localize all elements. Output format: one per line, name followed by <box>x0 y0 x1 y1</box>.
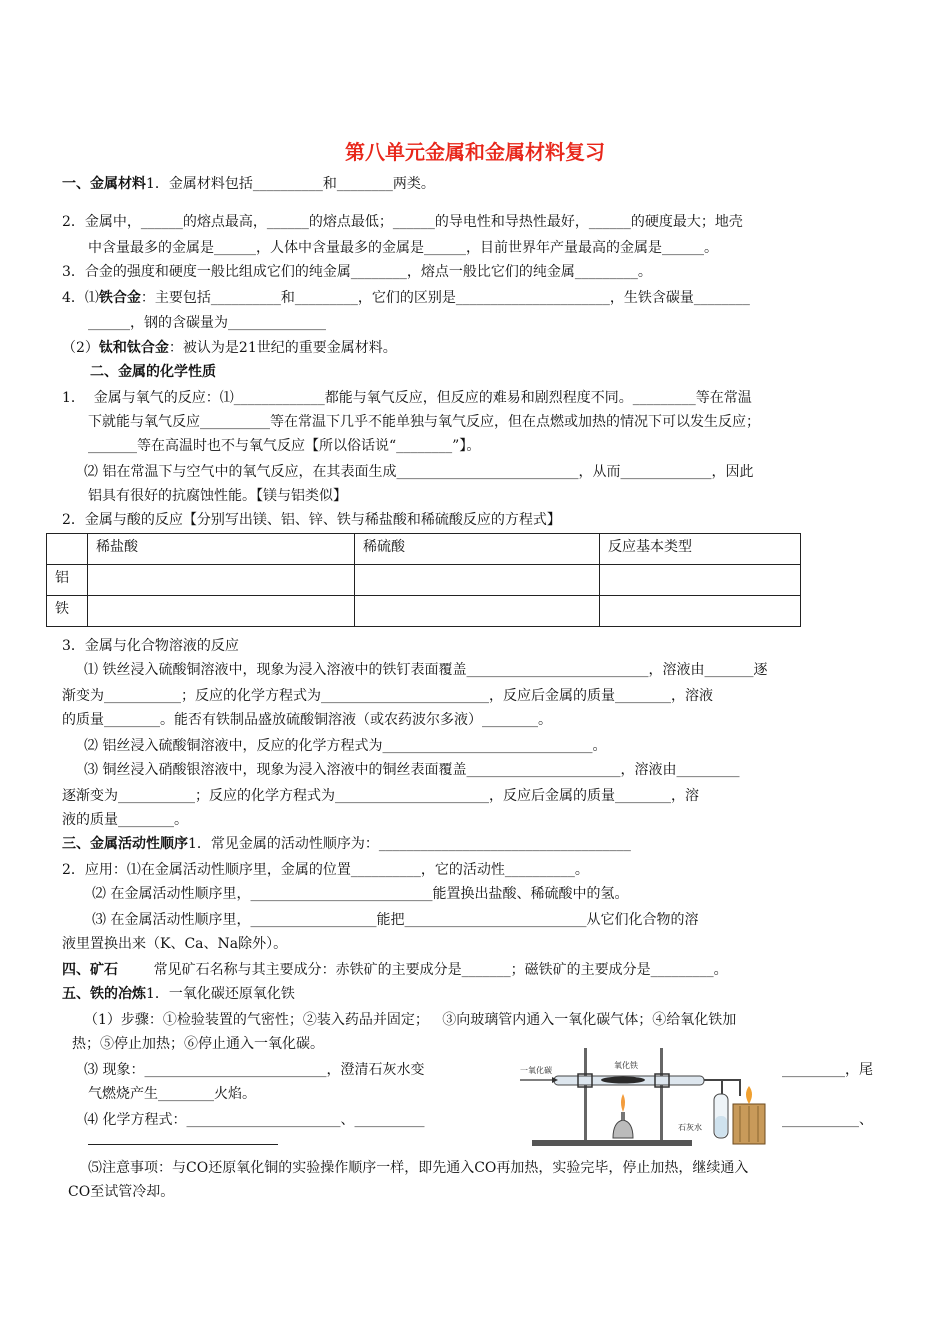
s2-line-2b: 铝具有很好的抗腐蚀性能。【镁与铝类似】 <box>88 488 347 504</box>
s2-line-5c: 的质量________。能否有铁制品盛放硫酸铜溶液（或农药波尔多液）________。 <box>62 712 552 728</box>
page-title: 第八单元金属和金属材料复习 <box>345 140 605 164</box>
s2-line-6: ⑵ 铝丝浸入硫酸铜溶液中，反应的化学方程式为______________________________。 <box>84 738 607 754</box>
section-2-heading: 二、金属的化学性质 <box>90 364 216 380</box>
s2-line-5a: ⑴ 铁丝浸入硫酸铜溶液中，现象为浸入溶液中的铁钉表面覆盖__________________________，溶液由_______逐 <box>84 662 768 678</box>
s2-line-1b: 下就能与氧气反应__________等在常温下几乎不能单独与氧气反应，但在点燃或加热的情况下可以发生反应； <box>88 414 760 430</box>
s5-line-3a: ⑶ 现象：__________________________，澄清石灰水变 <box>84 1062 425 1078</box>
s5-line-2a: （1）步骤：①检验装置的气密性；②装入药品并固定； ③向玻璃管内通入一氧化碳气体；④给氧化铁加 <box>84 1012 737 1028</box>
s1-line-4a-text: ：主要包括__________和_________，它们的区别是______________________，生铁含碳量________ <box>140 290 750 306</box>
s1-line-2a: 2．金属中，______的熔点最高，______的熔点最低；______的导电性和导热性最好，______的硬度最大；地壳 <box>62 214 743 230</box>
s3-line-4a: ⑶ 在金属活动性顺序里，__________________能把__________________________从它们化合物的溶 <box>92 912 699 928</box>
s1-line-4b: ______，钢的含碳量为______________ <box>88 315 326 331</box>
table-header-cell: 稀盐酸 <box>88 534 355 565</box>
iron-stand-right <box>660 1048 663 1140</box>
table-cell[interactable] <box>600 596 801 627</box>
s1-line-5 <box>62 340 397 356</box>
section-1-text: 1．金属材料包括__________和________两类。 <box>146 176 435 192</box>
s5-line-4a: ⑷ 化学方程式：______________________、__________ <box>84 1112 425 1128</box>
s2-line-7a: ⑶ 铜丝浸入硝酸银溶液中，现象为浸入溶液中的铜丝表面覆盖______________________，溶液由_________ <box>84 762 740 778</box>
table-row <box>47 596 801 627</box>
s3-line-3: ⑵ 在金属活动性顺序里，__________________________能置换出盐酸、稀硫酸中的氢。 <box>92 886 629 902</box>
s5-line-3a-right: _________，尾 <box>782 1062 873 1078</box>
s4-line-1-text: 常见矿石名称与其主要成分：赤铁矿的主要成分是_______；磁铁矿的主要成分是_________。 <box>153 962 728 978</box>
section-4-heading: 四、矿石 <box>62 962 118 978</box>
table-cell[interactable] <box>88 565 355 596</box>
table-row-label: 铝 <box>47 565 88 596</box>
s1-line-5-prefix: （2） <box>62 340 99 356</box>
s2-line-1c: _______等在高温时也不与氧气反应【所以俗话说“________”】。 <box>88 438 481 454</box>
table-header-cell <box>47 534 88 565</box>
table-header-cell: 稀硫酸 <box>355 534 600 565</box>
s5-line-1-text: 1．一氧化碳还原氧化铁 <box>146 986 295 1002</box>
limewater-label: 石灰水 <box>678 1123 702 1132</box>
s3-line-1 <box>62 836 631 852</box>
s3-line-1-text: 1．常见金属的活动性顺序为：____________________________________ <box>188 836 631 852</box>
s1-line-3: 3．合金的强度和硬度一般比组成它们的纯金属________，熔点一般比它们的纯金属_________。 <box>62 264 652 280</box>
s2-line-3: 2．金属与酸的反应【分别写出镁、铝、锌、铁与稀盐酸和稀硫酸反应的方程式】 <box>62 512 561 528</box>
s5-line-5a: ⑸注意事项：与CO还原氧化铜的实验操作顺序一样，即先通入CO再加热，实验完毕，停止加热，继续通入 <box>88 1160 749 1176</box>
s1-iron-alloy-label: 铁合金 <box>98 290 141 306</box>
iron-oxide-label: 氧化铁 <box>614 1061 638 1070</box>
s5-line-5b: CO至试管冷却。 <box>68 1184 175 1200</box>
table-cell[interactable] <box>355 596 600 627</box>
s1-line-4a-prefix: 4．⑴ <box>62 290 99 306</box>
lamp-wick <box>621 1112 625 1120</box>
section-5-heading: 五、铁的冶炼 <box>62 986 146 1002</box>
s2-line-4: 3．金属与化合物溶液的反应 <box>62 638 239 654</box>
s3-line-2: 2．应用：⑴在金属活动性顺序里，金属的位置__________，它的活动性__________。 <box>62 862 589 878</box>
s5-line-3b: 气燃烧产生________火焰。 <box>88 1086 256 1102</box>
s5-line-4a-right: ___________、 <box>782 1112 873 1128</box>
s1-line-2b: 中含量最多的金属是______，人体中含量最多的金属是______，目前世界年产量最高的金属是______。 <box>88 240 718 256</box>
table-header-row <box>47 534 801 565</box>
table-row <box>47 565 801 596</box>
table-cell[interactable] <box>600 565 801 596</box>
co-label: 一氧化碳 <box>520 1066 552 1075</box>
s1-line-5-text: ：被认为是21世纪的重要金属材料。 <box>168 340 397 356</box>
table-cell[interactable] <box>88 596 355 627</box>
co-reduction-apparatus-figure <box>518 1046 780 1150</box>
iron-oxide-powder <box>601 1077 645 1084</box>
s4-line-1 <box>62 962 728 978</box>
iron-stand-left <box>584 1048 587 1140</box>
s3-line-4b: 液里置换出来（K、Ca、Na除外）。 <box>62 936 288 952</box>
table-cell[interactable] <box>355 565 600 596</box>
table-row-label: 铁 <box>47 596 88 627</box>
s2-line-7c: 液的质量________。 <box>62 812 188 828</box>
section-3-heading: 三、金属活动性顺序 <box>62 836 188 852</box>
s5-line-1 <box>62 986 295 1002</box>
s1-line-4a <box>62 290 750 306</box>
acid-reaction-table <box>46 533 801 627</box>
s2-line-5b: 渐变为___________；反应的化学方程式为________________________，反应后金属的质量________，溶液 <box>62 688 713 704</box>
s2-line-7b: 逐渐变为___________；反应的化学方程式为______________________，反应后金属的质量________，溶 <box>62 788 699 804</box>
answer-blank-line <box>88 1144 278 1145</box>
s1-titanium-label: 钛和钛合金 <box>98 340 169 356</box>
s5-line-2b: 热；⑤停止加热；⑥停止通入一氧化碳。 <box>72 1036 324 1052</box>
s2-line-1a: 1． 金属与氧气的反应：⑴_____________都能与氧气反应，但反应的难易和剧烈程度不同。_________等在常温 <box>62 390 752 406</box>
s2-line-2a: ⑵ 铝在常温下与空气中的氧气反应，在其表面生成__________________________，从而_____________，因此 <box>84 464 754 480</box>
table-header-cell: 反应基本类型 <box>600 534 801 565</box>
section-1-heading: 一、金属材料 <box>62 176 146 192</box>
section-1-line-1 <box>62 176 435 192</box>
limewater <box>715 1116 727 1137</box>
stand-base <box>532 1140 692 1146</box>
